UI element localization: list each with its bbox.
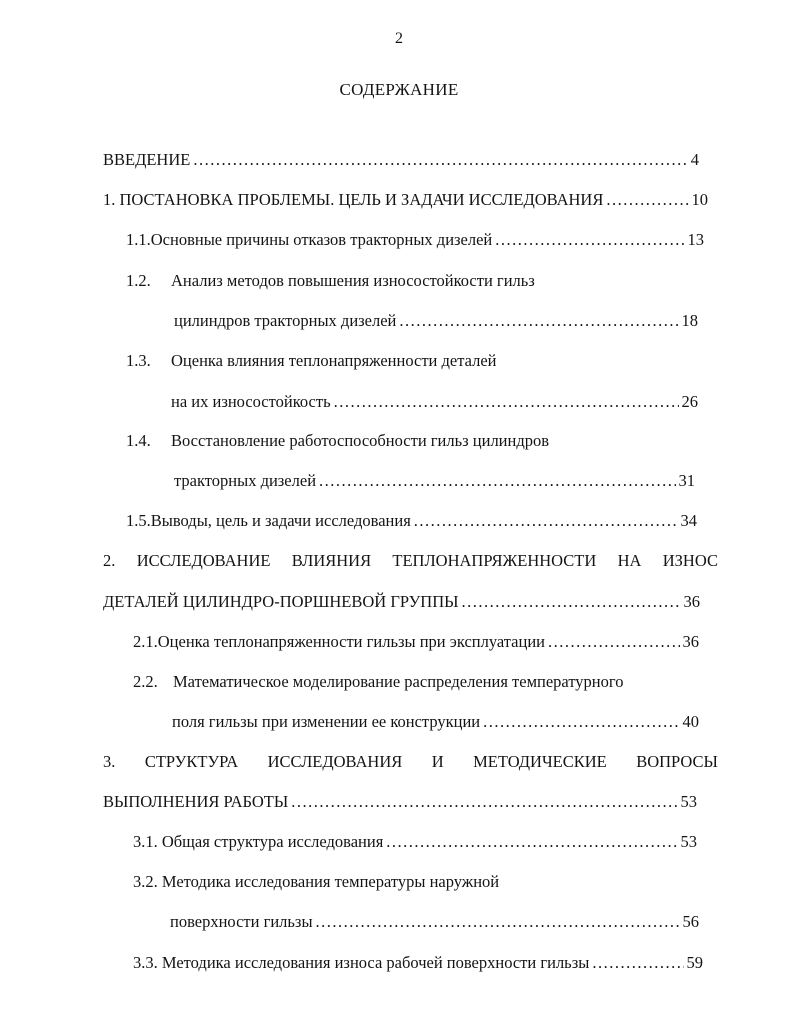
section-number: 1.4. bbox=[126, 431, 151, 450]
toc-page: 53 bbox=[680, 792, 697, 811]
dot-leader bbox=[483, 712, 679, 732]
dot-leader bbox=[334, 392, 679, 412]
toc-title: 3.3. Методика исследования износа рабочей поверхности гильзы bbox=[133, 953, 590, 972]
toc-page: 40 bbox=[682, 712, 699, 731]
toc-title: 3.2. Методика исследования температуры наружной bbox=[133, 872, 500, 891]
toc-entry-chapter-2-line2 bbox=[103, 592, 700, 614]
toc-entry-3-1 bbox=[133, 832, 697, 854]
toc-page: 13 bbox=[687, 230, 704, 249]
toc-page: 34 bbox=[680, 511, 697, 530]
toc-word: ВЛИЯНИЯ bbox=[291, 551, 372, 570]
toc-entry-intro bbox=[103, 150, 699, 172]
toc-entry-1-3-line1 bbox=[126, 351, 706, 373]
section-number: 2.1. bbox=[133, 632, 158, 651]
toc-word: И bbox=[431, 752, 444, 771]
toc-entry-1-4-line1 bbox=[126, 431, 706, 453]
toc-title-continued: поверхности гильзы bbox=[170, 912, 313, 931]
dot-leader bbox=[606, 190, 688, 210]
toc-word: ТЕПЛОНАПРЯЖЕННОСТИ bbox=[392, 551, 597, 570]
toc-page: 53 bbox=[680, 832, 697, 851]
toc-title: Оценка теплонапряженности гильзы при эксплуатации bbox=[157, 632, 545, 651]
toc-page: 36 bbox=[683, 592, 700, 611]
section-number: 1.2. bbox=[126, 271, 151, 290]
toc-word: ИССЛЕДОВАНИЕ bbox=[136, 551, 271, 570]
toc-entry-chapter-3-line1 bbox=[103, 752, 718, 774]
dot-leader bbox=[462, 592, 681, 612]
toc-entry-chapter-3-line2 bbox=[103, 792, 697, 814]
toc-page: 18 bbox=[681, 311, 698, 330]
section-number: 1.1. bbox=[126, 230, 151, 249]
toc-title: Выводы, цель и задачи исследования bbox=[150, 511, 411, 530]
contents-heading: СОДЕРЖАНИЕ bbox=[339, 80, 459, 99]
toc-page: 26 bbox=[681, 392, 698, 411]
toc-word: ВОПРОСЫ bbox=[636, 752, 718, 771]
toc-entry-2-2-line2 bbox=[172, 712, 699, 734]
toc-title: Основные причины отказов тракторных дизелей bbox=[150, 230, 493, 249]
dot-leader bbox=[386, 832, 677, 852]
toc-page: 56 bbox=[682, 912, 699, 931]
toc-entry-1-4-line2 bbox=[174, 471, 695, 493]
toc-page: 10 bbox=[691, 190, 708, 209]
toc-title-continued: поля гильзы при изменении ее конструкции bbox=[172, 712, 481, 731]
dot-leader bbox=[316, 912, 680, 932]
dot-leader bbox=[495, 230, 684, 250]
toc-title: Оценка влияния теплонапряженности деталей bbox=[171, 351, 497, 370]
section-number: 1.5. bbox=[126, 511, 151, 530]
toc-word: 3. bbox=[103, 752, 116, 771]
dot-leader bbox=[193, 150, 687, 170]
toc-page: 59 bbox=[686, 953, 703, 972]
dot-leader bbox=[319, 471, 675, 491]
section-number: 1.3. bbox=[126, 351, 151, 370]
toc-title-continued: цилиндров тракторных дизелей bbox=[174, 311, 397, 330]
toc-title-continued: на их износостойкость bbox=[171, 392, 331, 411]
toc-word: ИССЛЕДОВАНИЯ bbox=[267, 752, 403, 771]
toc-entry-1-2-line1 bbox=[126, 271, 706, 293]
toc-title-continued: тракторных дизелей bbox=[174, 471, 317, 490]
toc-entry-3-2-line1 bbox=[133, 872, 713, 894]
toc-title: 1. ПОСТАНОВКА ПРОБЛЕМЫ. ЦЕЛЬ И ЗАДАЧИ ИССЛЕДОВАНИЯ bbox=[103, 190, 604, 209]
toc-entry-chapter-1 bbox=[103, 190, 708, 212]
toc-word: 2. bbox=[103, 551, 116, 570]
toc-entry-3-2-line2 bbox=[170, 912, 699, 934]
toc-title: ВВЕДЕНИЕ bbox=[103, 150, 191, 169]
dot-leader bbox=[399, 311, 678, 331]
toc-entry-1-2-line2 bbox=[174, 311, 698, 333]
page-number: 2 bbox=[395, 30, 403, 47]
toc-title: Восстановление работоспособности гильз цилиндров bbox=[171, 431, 550, 450]
section-number: 2.2. bbox=[133, 672, 158, 691]
dot-leader bbox=[548, 632, 680, 652]
toc-word: СТРУКТУРА bbox=[144, 752, 239, 771]
toc-word: МЕТОДИЧЕСКИЕ bbox=[473, 752, 607, 771]
toc-entry-1-1 bbox=[126, 230, 704, 252]
toc-entry-1-3-line2 bbox=[171, 392, 698, 414]
toc-entry-1-5 bbox=[126, 511, 697, 533]
dot-leader bbox=[414, 511, 678, 531]
dot-leader bbox=[592, 953, 683, 973]
toc-entry-3-3 bbox=[133, 953, 703, 975]
dot-leader bbox=[291, 792, 677, 812]
toc-page: 36 bbox=[682, 632, 699, 651]
toc-word: ИЗНОС bbox=[662, 551, 718, 570]
toc-word: НА bbox=[617, 551, 642, 570]
toc-entry-chapter-2-line1 bbox=[103, 551, 718, 573]
toc-title: Анализ методов повышения износостойкости гильз bbox=[171, 271, 535, 290]
toc-entry-2-2-line1 bbox=[133, 672, 713, 694]
toc-entry-2-1 bbox=[133, 632, 699, 654]
toc-page: 4 bbox=[690, 150, 699, 169]
toc-title-continued: ДЕТАЛЕЙ ЦИЛИНДРО-ПОРШНЕВОЙ ГРУППЫ bbox=[103, 592, 459, 611]
toc-page: 31 bbox=[678, 471, 695, 490]
toc-title: Математическое моделирование распределения температурного bbox=[173, 672, 624, 691]
toc-title: 3.1. Общая структура исследования bbox=[133, 832, 384, 851]
toc-title-continued: ВЫПОЛНЕНИЯ РАБОТЫ bbox=[103, 792, 289, 811]
